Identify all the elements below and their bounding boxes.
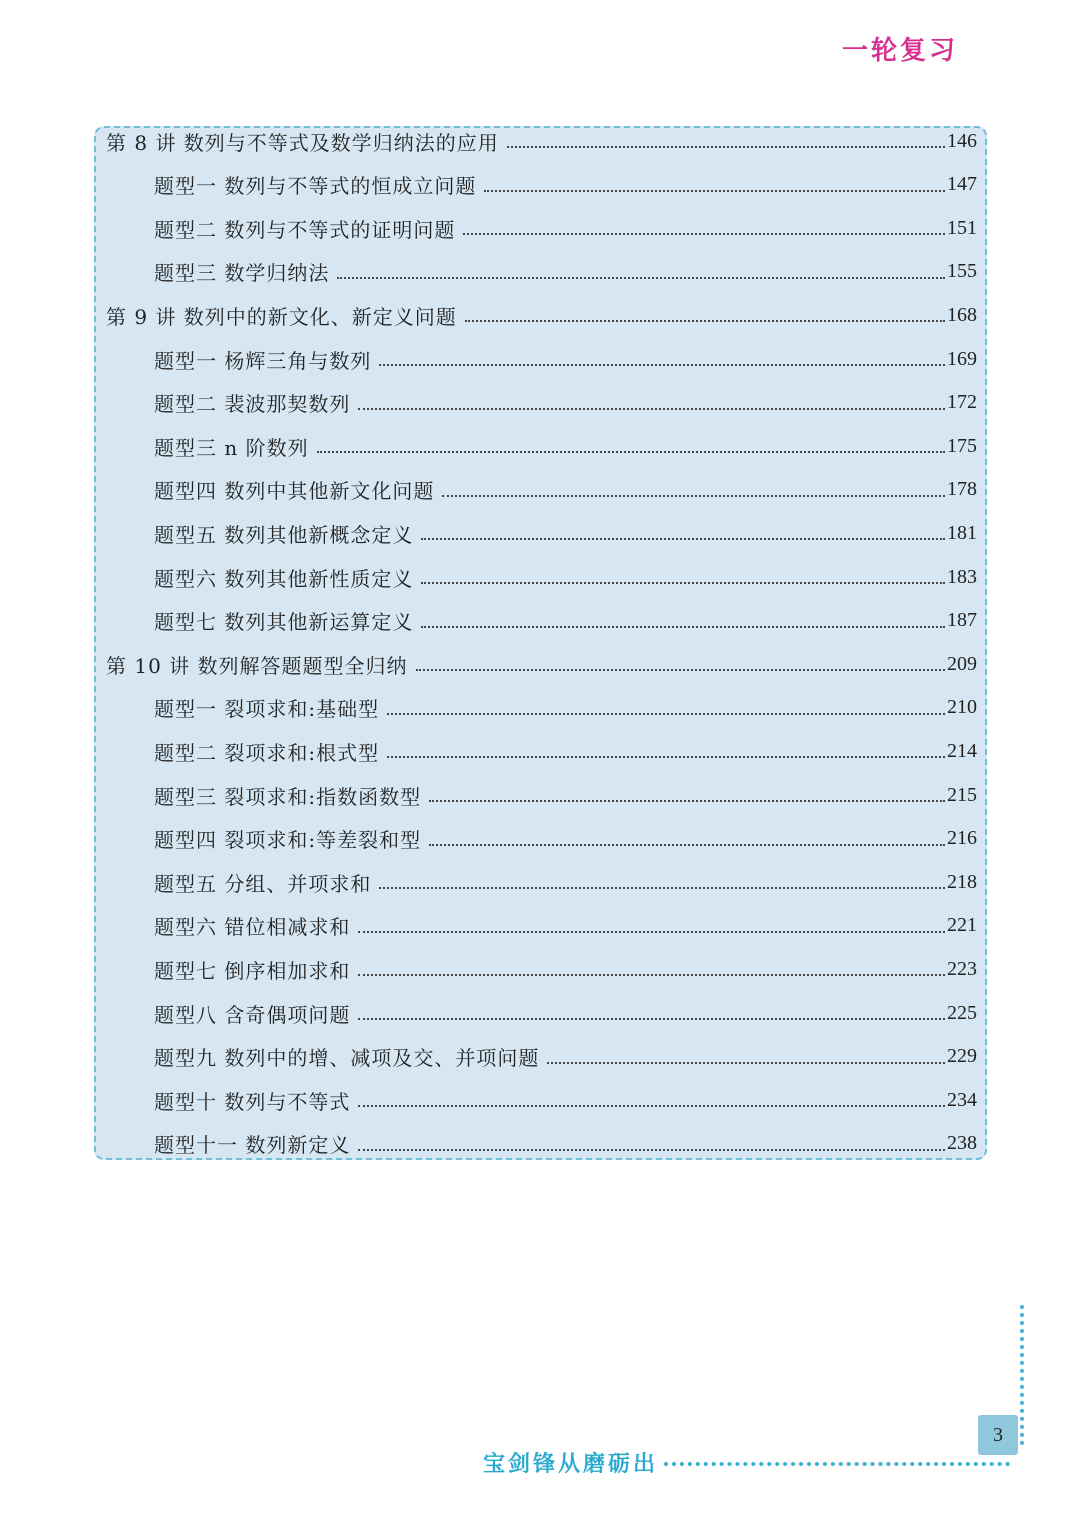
toc-topic-entry[interactable]: [154, 475, 977, 505]
toc-topic-entry[interactable]: [154, 388, 977, 418]
toc-topic-entry[interactable]: [154, 867, 977, 897]
dot-leader: [358, 1016, 945, 1020]
toc-entry-page: 178: [947, 478, 977, 501]
dot-leader: [442, 493, 945, 497]
toc-entry-label: 题型四 数列中其他新文化问题: [154, 479, 435, 504]
toc-entry-label: 题型一 数列与不等式的恒成立问题: [154, 174, 477, 199]
toc-topic-entry[interactable]: [154, 1085, 977, 1115]
footer-motto: 宝剑锋从磨砺出: [483, 1452, 659, 1477]
toc-entry-label: 题型四 裂项求和:等差裂和型: [154, 828, 422, 853]
dot-leader: [358, 1103, 945, 1107]
dot-leader: [421, 624, 945, 628]
toc-entry-page: 155: [947, 260, 977, 283]
page-number: 3: [978, 1415, 1018, 1455]
toc-entry-label: 第 8 讲 数列与不等式及数学归纳法的应用: [106, 130, 499, 155]
dot-leader: [463, 231, 945, 235]
toc-entry-page: 229: [947, 1045, 977, 1068]
dot-leader: [429, 842, 945, 846]
dot-leader: [387, 711, 945, 715]
dot-leader: [421, 580, 945, 584]
dot-leader: [358, 929, 945, 933]
dot-leader: [387, 754, 945, 758]
toc-chapter-entry[interactable]: [106, 126, 977, 156]
dot-leader: [358, 972, 945, 976]
toc-topic-entry[interactable]: [154, 954, 977, 984]
toc-topic-entry[interactable]: [154, 824, 977, 854]
toc-topic-entry[interactable]: [154, 606, 977, 636]
toc-entry-page: 223: [947, 957, 977, 980]
dot-leader: [358, 406, 945, 410]
toc-entry-page: 147: [947, 173, 977, 196]
toc-entry-label: 题型一 杨辉三角与数列: [154, 348, 372, 373]
toc-entry-page: 209: [947, 652, 977, 675]
toc-entry-page: 218: [947, 870, 977, 893]
dot-leader: [465, 318, 945, 322]
toc-entry-label: 题型二 裂项求和:根式型: [154, 740, 380, 765]
toc-entry-page: 175: [947, 434, 977, 457]
toc-entry-label: 题型五 分组、并项求和: [154, 871, 372, 896]
toc-entry-page: 168: [947, 303, 977, 326]
toc-entry-page: 183: [947, 565, 977, 588]
toc-entry-label: 题型六 数列其他新性质定义: [154, 566, 414, 591]
toc-entry-page: 181: [947, 521, 977, 544]
toc-entry-page: 146: [947, 129, 977, 152]
dot-leader: [429, 798, 945, 802]
toc-topic-entry[interactable]: [154, 170, 977, 200]
toc-entry-page: 151: [947, 216, 977, 239]
toc-entry-page: 225: [947, 1001, 977, 1024]
toc-entry-page: 216: [947, 827, 977, 850]
toc-entry-page: 221: [947, 914, 977, 937]
dot-leader: [416, 667, 945, 671]
toc-topic-entry[interactable]: [154, 1129, 977, 1159]
toc-topic-entry[interactable]: [154, 736, 977, 766]
toc-topic-entry[interactable]: [154, 780, 977, 810]
toc-chapter-entry[interactable]: [106, 300, 977, 330]
toc-topic-entry[interactable]: [154, 257, 977, 287]
toc-entry-page: 172: [947, 391, 977, 414]
toc-entry-page: 169: [947, 347, 977, 370]
toc-entry-label: 题型七 数列其他新运算定义: [154, 610, 414, 635]
toc-entry-label: 第 9 讲 数列中的新文化、新定义问题: [106, 304, 457, 329]
dot-leader: [484, 188, 945, 192]
toc-topic-entry[interactable]: [154, 693, 977, 723]
toc-entry-label: 题型十 数列与不等式: [154, 1089, 351, 1114]
dot-leader: [421, 536, 945, 540]
toc-topic-entry[interactable]: [154, 998, 977, 1028]
toc-entry-page: 238: [947, 1132, 977, 1155]
toc-entry-page: 187: [947, 609, 977, 632]
toc-entry-page: 214: [947, 739, 977, 762]
dot-leader: [317, 449, 945, 453]
dot-leader: [379, 885, 945, 889]
footer-dotted-line: [664, 1462, 1010, 1470]
header-title: 一轮复习: [841, 36, 958, 66]
dot-leader: [547, 1060, 945, 1064]
table-of-contents: [94, 126, 987, 1160]
dot-leader: [379, 362, 945, 366]
dot-leader: [337, 275, 945, 279]
toc-entry-label: 题型一 裂项求和:基础型: [154, 697, 380, 722]
toc-entry-page: 234: [947, 1088, 977, 1111]
toc-topic-entry[interactable]: [154, 344, 977, 374]
dot-leader: [358, 1147, 945, 1151]
toc-entry-label: 题型二 数列与不等式的证明问题: [154, 217, 456, 242]
toc-entry-label: 第 10 讲 数列解答题题型全归纳: [106, 653, 408, 678]
toc-topic-entry[interactable]: [154, 911, 977, 941]
toc-entry-label: 题型六 错位相减求和: [154, 915, 351, 940]
toc-entry-page: 215: [947, 783, 977, 806]
toc-topic-entry[interactable]: [154, 562, 977, 592]
side-dotted-line: [1020, 1305, 1028, 1445]
toc-entry-label: 题型三 n 阶数列: [154, 435, 309, 460]
toc-entry-label: 题型五 数列其他新概念定义: [154, 522, 414, 547]
toc-topic-entry[interactable]: [154, 431, 977, 461]
toc-chapter-entry[interactable]: [106, 649, 977, 679]
toc-entry-page: 210: [947, 696, 977, 719]
toc-entry-label: 题型三 裂项求和:指数函数型: [154, 784, 422, 809]
toc-entry-label: 题型二 裴波那契数列: [154, 392, 351, 417]
toc-entry-label: 题型八 含奇偶项问题: [154, 1002, 351, 1027]
toc-entry-label: 题型三 数学归纳法: [154, 261, 330, 286]
toc-topic-entry[interactable]: [154, 213, 977, 243]
toc-topic-entry[interactable]: [154, 1042, 977, 1072]
toc-entry-label: 题型九 数列中的增、减项及交、并项问题: [154, 1046, 540, 1071]
toc-topic-entry[interactable]: [154, 518, 977, 548]
toc-entry-label: 题型十一 数列新定义: [154, 1133, 351, 1158]
toc-entry-label: 题型七 倒序相加求和: [154, 958, 351, 983]
dot-leader: [507, 144, 945, 148]
